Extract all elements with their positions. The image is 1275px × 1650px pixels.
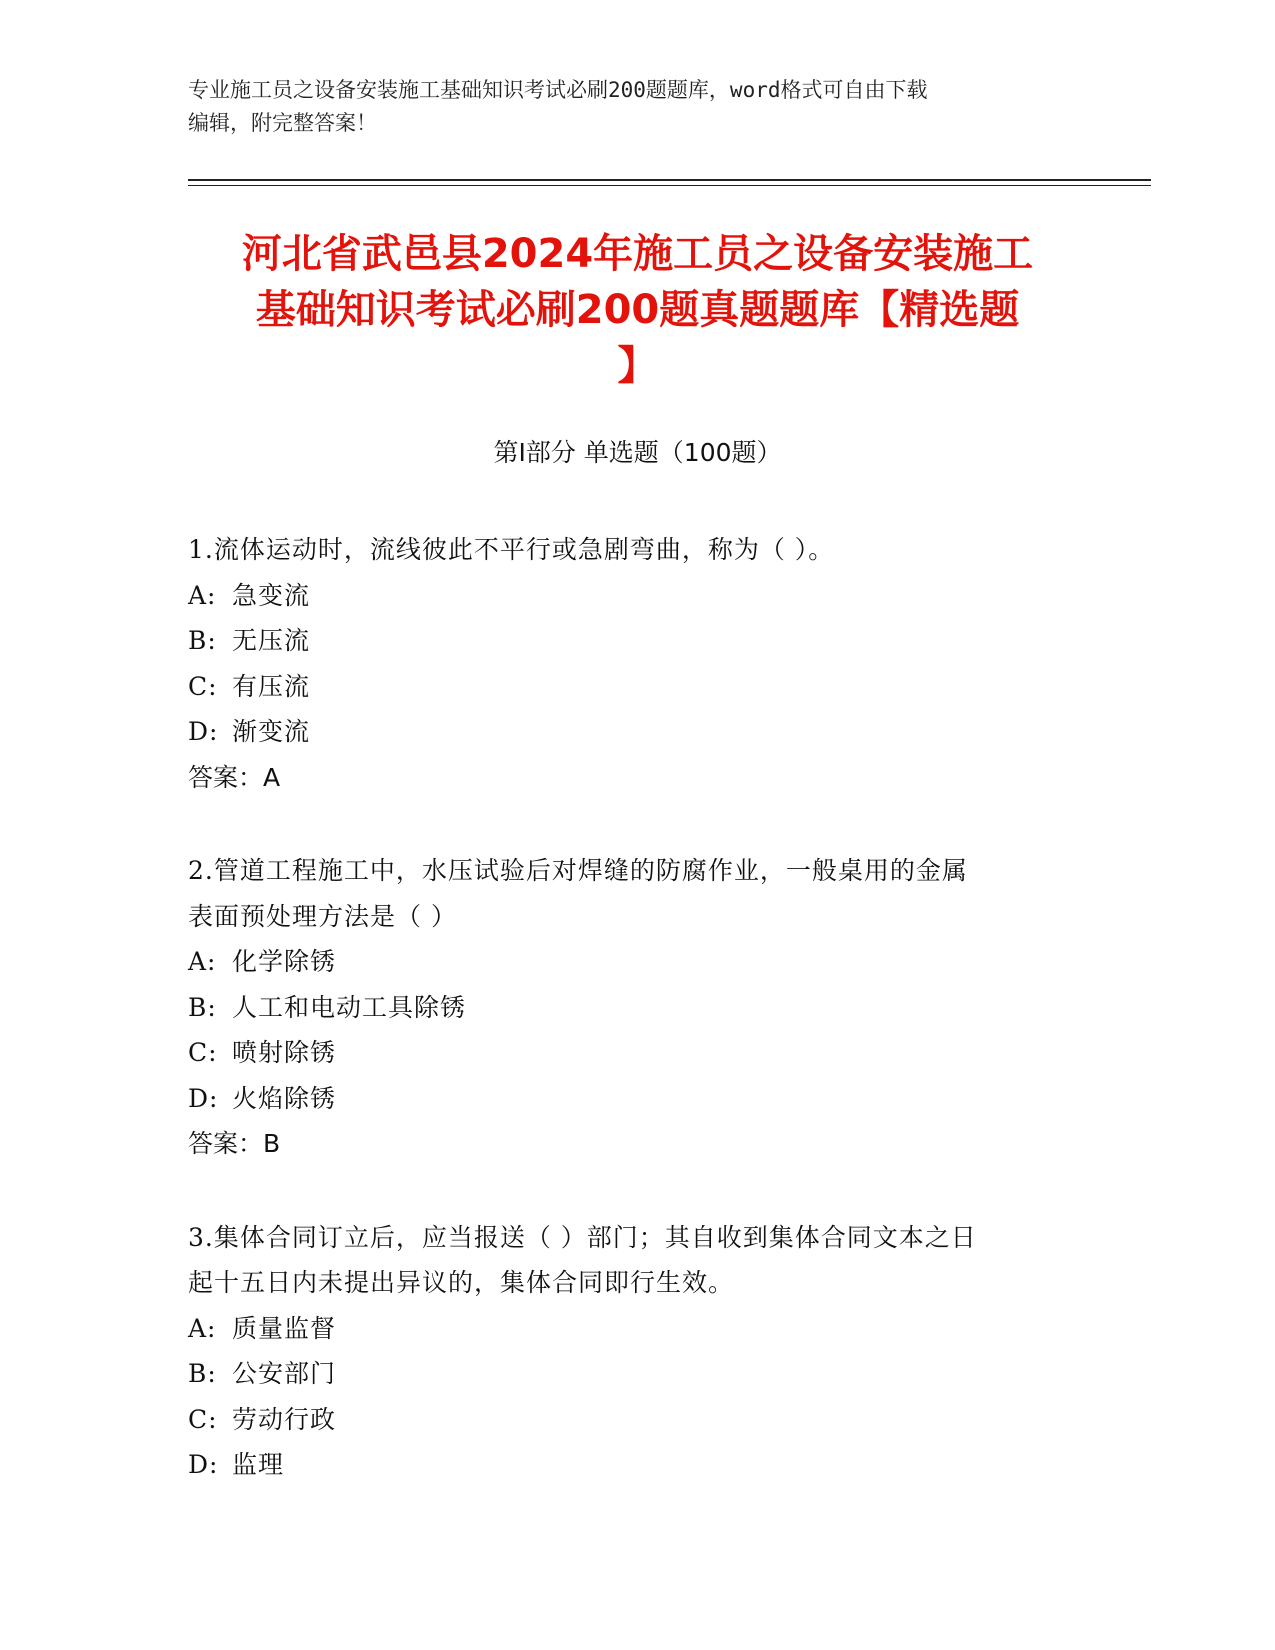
option-letter: C: [188,1038,218,1067]
option-text: 监理 [232,1450,285,1479]
option-text: 劳动行政 [232,1404,337,1434]
question-stem [188,848,1088,939]
option-b [188,1351,1088,1397]
option-letter: D: [188,1450,219,1479]
question-list [188,527,1088,1536]
document-title [170,226,1105,394]
option-c [188,1030,1088,1076]
option-letter: C: [188,671,218,701]
option-d [188,709,1088,755]
title-line: 基础知识考试必刷200题真题题库【精选题 [255,287,1020,333]
option-letter: B: [188,1359,217,1388]
answer-text: 答案：A [188,762,281,792]
option-text: 化学除锈 [232,947,337,976]
option-text: 渐变流 [232,717,311,746]
question-3 [188,1215,1088,1488]
stem-line: 2.管道工程施工中，水压试验后对焊缝的防腐作业，一般桌用的金属 [188,856,968,885]
option-text: 有压流 [232,671,311,701]
option-letter: D: [188,717,219,746]
option-b [188,985,1088,1031]
question-2 [188,848,1088,1167]
option-text: 质量监督 [232,1313,337,1343]
stem-line: 起十五日内未提出异议的，集体合同即行生效。 [188,1268,735,1297]
option-a [188,573,1088,619]
header-note-line: 专业施工员之设备安装施工基础知识考试必刷200题题库，word格式可自由下载 [188,78,928,102]
option-text: 急变流 [232,580,311,610]
answer-text: 答案：B [188,1129,281,1158]
stem-line: 表面预处理方法是（ ） [188,901,457,931]
header-note [188,74,1088,140]
option-d [188,1076,1088,1122]
stem-line: 3.集体合同订立后，应当报送（ ）部门；其自收到集体合同文本之日 [188,1222,977,1252]
option-letter: D: [188,1083,219,1113]
option-text: 人工和电动工具除锈 [232,992,467,1022]
option-text: 喷射除锈 [232,1038,337,1067]
option-letter: B: [188,626,217,655]
title-line: 】 [617,343,658,389]
title-line: 河北省武邑县2024年施工员之设备安装施工 [241,231,1034,277]
option-text: 公安部门 [232,1359,337,1388]
option-text: 火焰除锈 [232,1083,337,1113]
option-a [188,1306,1088,1352]
stem-line: 1.流体运动时，流线彼此不平行或急剧弯曲，称为（ ）。 [188,535,835,564]
header-divider [188,179,1151,186]
question-stem [188,1215,1088,1306]
option-letter: C: [188,1404,218,1434]
option-letter: A: [188,1313,217,1343]
option-b [188,618,1088,664]
section-heading: 第Ⅰ部分 单选题（100题） [493,438,782,467]
header-note-line: 编辑，附完整答案！ [188,111,377,135]
option-text: 无压流 [232,626,311,655]
option-letter: A: [188,580,217,610]
option-c [188,1397,1088,1443]
option-a [188,939,1088,985]
question-1 [188,527,1088,800]
option-c [188,664,1088,710]
option-letter: A: [188,947,217,976]
question-stem [188,527,1088,573]
option-d [188,1442,1088,1488]
option-letter: B: [188,992,217,1022]
